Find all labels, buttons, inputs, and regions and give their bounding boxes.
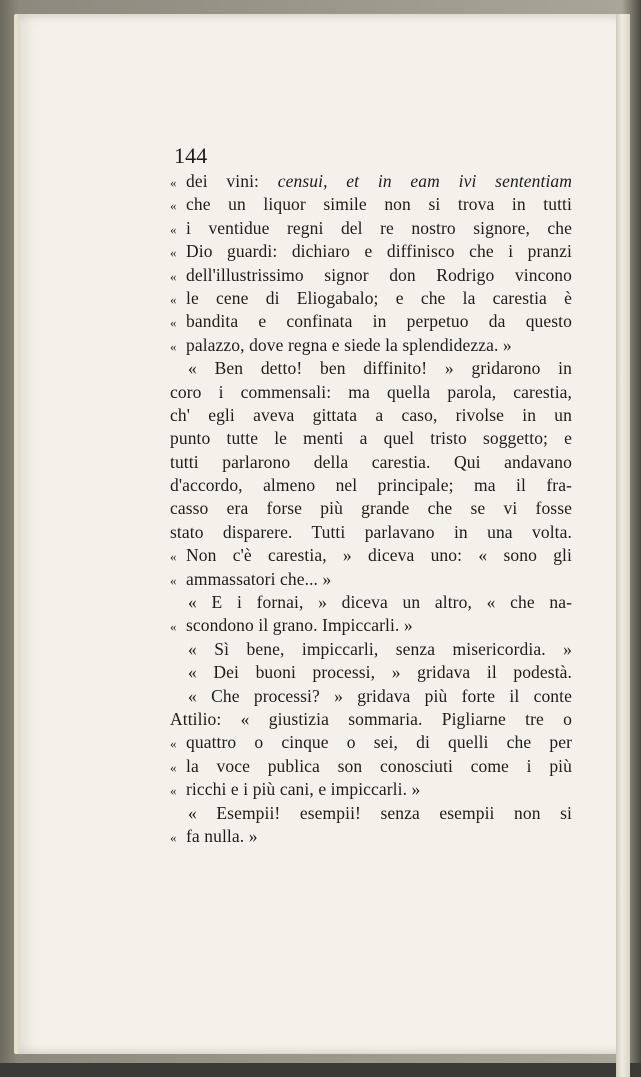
text-line <box>170 357 572 380</box>
quote-mark: « <box>170 338 177 354</box>
quote-mark: « <box>170 572 177 588</box>
quote-mark: « <box>170 291 177 307</box>
line-text: le cene di Eliogabalo; e che la carestia è <box>186 287 572 308</box>
text-line <box>170 264 572 287</box>
text-line <box>170 614 572 637</box>
text-line <box>170 497 572 520</box>
quote-mark: « <box>170 268 177 284</box>
text-line <box>170 591 572 614</box>
line-text: coro i commensali: ma quella parola, carestia, <box>170 381 572 402</box>
quote-mark: « <box>170 736 177 752</box>
quote-mark: « <box>170 245 177 261</box>
line-text: ammassatori che... » <box>186 568 332 589</box>
page-number: 144 <box>174 143 208 168</box>
text-line <box>170 287 572 310</box>
text-line <box>170 427 572 450</box>
quote-mark: « <box>170 619 177 635</box>
line-text: punto tutte le menti a quel tristo soggetto; e <box>170 428 572 449</box>
line-text: scondono il grano. Impiccarli. » <box>186 615 413 636</box>
line-text: palazzo, dove regna e siede la splendidezza. » <box>186 334 512 355</box>
text-line <box>170 310 572 333</box>
line-text: « Che processi? » gridava più forte il conte <box>188 685 572 706</box>
line-text: ch' egli aveva gittata a caso, rivolse in un <box>170 404 572 425</box>
line-text: Dio guardi: dichiaro e diffinisco che i pranzi <box>186 241 572 262</box>
text-line <box>170 334 572 357</box>
text-line <box>170 521 572 544</box>
line-text: casso era forse più grande che se vi fosse <box>170 498 572 519</box>
quote-mark: « <box>170 315 177 331</box>
page-text <box>170 142 572 848</box>
line-text: che un liquor simile non si trova in tutti <box>186 194 572 215</box>
text-line <box>170 802 572 825</box>
text-lines <box>170 170 572 848</box>
text-line <box>170 568 572 591</box>
line-text: « Esempii! esempii! senza esempii non si <box>188 802 572 823</box>
text-line <box>170 240 572 263</box>
text-line <box>170 544 572 567</box>
quote-mark: « <box>170 759 177 775</box>
line-text: i ventidue regni del re nostro signore, che <box>186 217 572 238</box>
text-line <box>170 381 572 404</box>
line-text: « Ben detto! ben diffinito! » gridarono in <box>188 358 572 379</box>
line-text: Attilio: « giustizia sommaria. Pigliarne tre o <box>170 708 572 729</box>
text-line <box>170 170 572 193</box>
text-line <box>170 661 572 684</box>
line-text: Non c'è carestia, » diceva uno: « sono gli <box>186 545 572 566</box>
page-edge <box>616 14 630 1077</box>
quote-mark: « <box>170 221 177 237</box>
line-text: « Dei buoni processi, » gridava il podestà. <box>188 662 572 683</box>
line-text: « Sì bene, impiccarli, senza misericordia. » <box>188 638 572 659</box>
line-text: stato disparere. Tutti parlavano in una volta. <box>170 521 572 542</box>
text-line <box>170 825 572 848</box>
text-line <box>170 638 572 661</box>
quote-mark: « <box>170 549 177 565</box>
text-line <box>170 731 572 754</box>
line-text: d'accordo, almeno nel principale; ma il fra- <box>170 475 572 496</box>
quote-mark: « <box>170 783 177 799</box>
text-line <box>170 217 572 240</box>
text-line <box>170 404 572 427</box>
line-text: bandita e confinata in perpetuo da questo <box>186 311 572 332</box>
quote-mark: « <box>170 198 177 214</box>
italic-text: censui, et in eam ivi sententiam <box>277 171 572 191</box>
line-text: tutti parlarono della carestia. Qui andavano <box>170 451 572 472</box>
line-text: quattro o cinque o sei, di quelli che per <box>186 732 572 753</box>
text-line <box>170 685 572 708</box>
line-text: la voce publica son conosciuti come i più <box>186 755 572 776</box>
quote-mark: « <box>170 829 177 845</box>
quote-mark: « <box>170 175 177 190</box>
text-line <box>170 451 572 474</box>
line-text: « E i fornai, » diceva un altro, « che na- <box>188 592 572 613</box>
text-line <box>170 755 572 778</box>
text-line <box>170 193 572 216</box>
text-line <box>170 708 572 731</box>
line-text: fa nulla. » <box>186 825 258 846</box>
text-line <box>170 778 572 801</box>
line-text: dell'illustrissimo signor don Rodrigo vincono <box>186 264 572 285</box>
text-line <box>170 474 572 497</box>
line-text: dei vini: <box>186 171 278 191</box>
line-text: ricchi e i più cani, e impiccarli. » <box>186 779 421 800</box>
